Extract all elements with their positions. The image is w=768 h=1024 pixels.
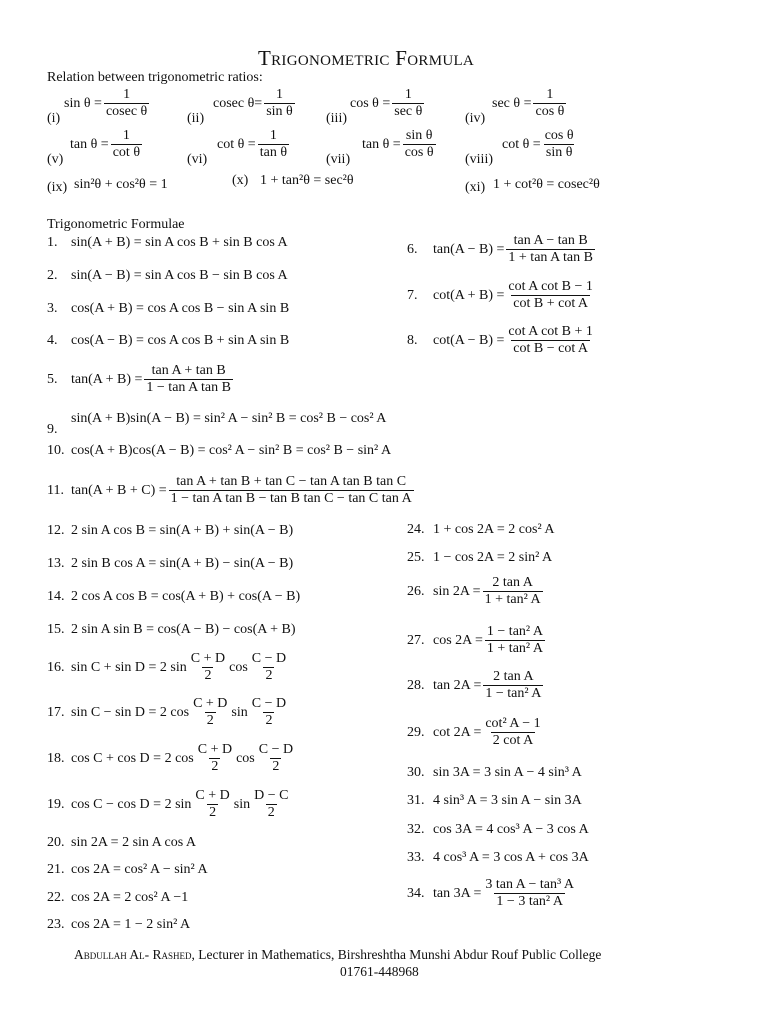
numerator: 1 — [546, 87, 554, 102]
denominator: cosec θ — [105, 104, 148, 119]
formula — [47, 524, 293, 538]
numerator: C + D — [195, 788, 230, 803]
fraction — [193, 789, 231, 820]
formula — [47, 623, 296, 637]
relation-equation — [64, 88, 151, 119]
formula-expr: 2 sin B cos A = sin(A + B) − sin(A − B) — [71, 556, 294, 571]
relation-label: (iv) — [465, 111, 486, 126]
numerator: 3 tan A − tan³ A — [485, 877, 575, 892]
formula-lhs: tan(A + B + C) = — [71, 482, 167, 498]
formula-number: 16. — [47, 659, 65, 675]
numerator: cos θ — [544, 128, 574, 143]
fraction — [506, 325, 595, 356]
numerator: cot² A − 1 — [485, 716, 541, 731]
formula-expr: cos 2A = cos² A − sin² A — [71, 862, 208, 877]
fraction — [104, 88, 149, 119]
formula-lhs: tan 2A = — [433, 677, 482, 693]
footer-author: Abdullah Al- Rashed — [74, 947, 192, 962]
formula-number: 29. — [407, 724, 425, 740]
denominator: sin θ — [266, 104, 293, 119]
relation-lhs: tan θ = — [70, 136, 109, 152]
fraction — [506, 280, 595, 311]
relation-label: (vii) — [326, 152, 351, 167]
formula-number: 28. — [407, 677, 425, 693]
formula-mid: cos — [236, 750, 255, 766]
formula-expr: 1 + cos 2A = 2 cos² A — [433, 522, 555, 537]
fraction — [250, 697, 288, 728]
formula-lhs: cos C − cos D = 2 sin — [71, 796, 192, 812]
relation-lhs: sec θ = — [492, 95, 532, 111]
formula-expr: sin(A + B) = sin A cos B + sin B cos A — [71, 235, 288, 250]
relation-equation — [492, 88, 568, 119]
formula-number: 8. — [407, 332, 418, 348]
denominator: tan θ — [259, 145, 288, 160]
numerator: cot A cot B − 1 — [508, 279, 593, 294]
formula — [47, 743, 297, 774]
fraction — [252, 789, 290, 820]
footer-credit — [74, 948, 601, 962]
relation-label: (ii) — [187, 111, 205, 126]
formula-number: 22. — [47, 890, 65, 905]
formula — [407, 234, 597, 265]
fraction — [196, 743, 234, 774]
formula-number: 12. — [47, 523, 65, 538]
formula-expr: sin(A − B) = sin A cos B − sin B cos A — [71, 268, 288, 283]
numerator: cot A cot B + 1 — [508, 324, 593, 339]
formula-number: 31. — [407, 793, 425, 808]
page-title: Trigonometric Formula — [258, 46, 475, 70]
formula — [47, 444, 391, 458]
formula — [47, 863, 208, 877]
numerator: 2 tan A — [493, 669, 534, 684]
fraction — [144, 364, 233, 395]
denominator: sec θ — [394, 104, 423, 119]
numerator: C + D — [197, 742, 233, 757]
formula-lhs: cot(A − B) = — [433, 332, 505, 348]
identity-equation: 1 + cot²θ = cosec²θ — [493, 177, 600, 192]
relation-label: (xi) — [465, 180, 486, 195]
formula-number: 9. — [47, 422, 58, 437]
formula-mid: sin — [233, 796, 251, 812]
fraction — [533, 88, 566, 119]
formula-lhs: sin C − sin D = 2 cos — [71, 704, 190, 720]
formula-lhs: cos 2A = — [433, 632, 483, 648]
formula-number: 24. — [407, 522, 425, 537]
relation-label: (x) — [232, 173, 249, 188]
identity-equation: sin²θ + cos²θ = 1 — [74, 177, 168, 192]
footer-role: , Lecturer in Mathematics, Birshreshtha Munshi Abdur Rouf Public College — [191, 947, 602, 962]
formula-lhs: tan(A + B) = — [71, 371, 143, 387]
relation-lhs: cosec θ= — [213, 95, 263, 111]
fraction — [485, 625, 545, 656]
numerator: D − C — [254, 788, 289, 803]
relation-lhs: tan θ = — [362, 136, 401, 152]
formula-number: 10. — [47, 443, 65, 458]
denominator: 1 + tan A tan B — [508, 250, 593, 265]
denominator: 2 — [272, 759, 280, 774]
formula-expr: cos(A − B) = cos A cos B + sin A sin B — [71, 333, 290, 348]
relation-equation — [502, 129, 578, 160]
fraction — [483, 878, 576, 909]
formula-lhs: sin 2A = — [433, 583, 481, 599]
formula-expr: 2 sin A cos B = sin(A + B) + sin(A − B) — [71, 523, 294, 538]
denominator: 2 — [206, 713, 214, 728]
formula-lhs: cot 2A = — [433, 724, 482, 740]
formula-number: 3. — [47, 301, 58, 316]
relation-lhs: cot θ = — [502, 136, 541, 152]
formula — [407, 523, 555, 537]
formula-lhs: sin C + sin D = 2 sin — [71, 659, 187, 675]
relation-equation — [350, 88, 426, 119]
denominator: 2 — [265, 668, 273, 683]
formula — [47, 697, 290, 728]
relation-equation — [213, 88, 297, 119]
formula — [47, 557, 293, 571]
fraction — [264, 88, 295, 119]
formula-number: 14. — [47, 589, 65, 604]
formula-number: 19. — [47, 796, 65, 812]
formula-number: 26. — [407, 583, 425, 599]
formula-lhs: tan 3A = — [433, 885, 482, 901]
denominator: 2 — [209, 805, 217, 820]
numerator: tan A + tan B + tan C − tan A tan B tan C — [176, 474, 407, 489]
denominator: 1 − tan A tan B — [146, 380, 231, 395]
formula — [47, 302, 289, 316]
formula — [407, 625, 547, 656]
formula — [407, 823, 589, 837]
formula — [47, 475, 416, 506]
numerator: tan A − tan B — [513, 233, 588, 248]
formula — [47, 269, 288, 283]
fraction — [189, 652, 227, 683]
denominator: 2 — [265, 713, 273, 728]
formula-number: 4. — [47, 333, 58, 348]
fraction — [483, 670, 543, 701]
formula — [407, 794, 582, 808]
formula-number: 7. — [407, 287, 418, 303]
formula-mid: sin — [231, 704, 248, 720]
formula — [47, 652, 290, 683]
formula-expr: cos 3A = 4 cos³ A − 3 cos A — [433, 822, 589, 837]
formula-number: 34. — [407, 885, 425, 901]
section-heading: Trigonometric Formulae — [47, 217, 185, 232]
formula-lhs: cot(A + B) = — [433, 287, 505, 303]
formula — [47, 789, 292, 820]
denominator: 1 − tan² A — [485, 686, 542, 701]
fraction — [483, 717, 542, 748]
formula-expr: sin 2A = 2 sin A cos A — [71, 835, 196, 850]
formula-number: 1. — [47, 235, 58, 250]
formula-lhs: cos C + cos D = 2 cos — [71, 750, 194, 766]
formula — [407, 766, 582, 780]
numerator: 1 — [269, 128, 277, 143]
formula-number: 13. — [47, 556, 65, 571]
formula — [407, 717, 545, 748]
fraction — [257, 743, 295, 774]
formula — [407, 878, 578, 909]
formula-number: 25. — [407, 550, 425, 565]
relation-equation — [217, 129, 291, 160]
numerator: 1 − tan² A — [486, 624, 543, 639]
formula-expr: 1 − cos 2A = 2 sin² A — [433, 550, 553, 565]
relation-equation — [70, 129, 144, 160]
formula-expr: cos 2A = 2 cos² A −1 — [71, 890, 189, 905]
formula-number: 20. — [47, 835, 65, 850]
numerator: C − D — [258, 742, 294, 757]
formula-expr: 4 sin³ A = 3 sin A − sin 3A — [433, 793, 582, 808]
fraction — [403, 129, 436, 160]
relation-lhs: cot θ = — [217, 136, 256, 152]
relation-lhs: sin θ = — [64, 95, 102, 111]
formula-number: 5. — [47, 371, 58, 387]
denominator: 2 — [211, 759, 219, 774]
relation-lhs: cos θ = — [350, 95, 391, 111]
formula-number: 6. — [407, 241, 418, 257]
denominator: cos θ — [535, 104, 565, 119]
formula-number: 27. — [407, 632, 425, 648]
fraction — [543, 129, 576, 160]
formula-number: 23. — [47, 917, 65, 932]
numerator: C − D — [251, 651, 287, 666]
denominator: cot B − cot A — [513, 341, 589, 356]
formula-number: 2. — [47, 268, 58, 283]
formula — [47, 334, 289, 348]
denominator: 2 cot A — [492, 733, 534, 748]
formula — [47, 836, 196, 850]
relation-label: (i) — [47, 111, 61, 126]
numerator: 1 — [122, 128, 130, 143]
denominator: 1 − 3 tan² A — [496, 894, 563, 909]
formula-number: 15. — [47, 622, 65, 637]
numerator: tan A + tan B — [151, 363, 226, 378]
relation-equation — [362, 129, 438, 160]
formula-expr: sin 3A = 3 sin A − 4 sin³ A — [433, 765, 582, 780]
formula — [47, 891, 188, 905]
fraction — [111, 129, 142, 160]
formula-expr: sin(A + B)sin(A − B) = sin² A − sin² B = cos² B − cos² A — [71, 411, 387, 426]
formula-expr: cos 2A = 1 − 2 sin² A — [71, 917, 191, 932]
formula — [407, 551, 552, 565]
fraction — [392, 88, 424, 119]
formula-number: 33. — [407, 850, 425, 865]
numerator: 1 — [404, 87, 412, 102]
denominator: 2 — [267, 805, 275, 820]
relation-label: (v) — [47, 152, 64, 167]
numerator: 1 — [123, 87, 131, 102]
formula — [407, 851, 589, 865]
formula-number: 18. — [47, 750, 65, 766]
denominator: 2 — [204, 668, 212, 683]
footer-phone: 01761-448968 — [340, 964, 419, 979]
formula — [47, 236, 288, 250]
denominator: cos θ — [404, 145, 434, 160]
formula-number: 11. — [47, 482, 64, 498]
numerator: sin θ — [405, 128, 433, 143]
denominator: 1 + tan² A — [484, 592, 541, 607]
fraction — [191, 697, 229, 728]
denominator: sin θ — [545, 145, 573, 160]
identity-equation: 1 + tan²θ = sec²θ — [260, 173, 354, 188]
formula-expr: cos(A + B)cos(A − B) = cos² A − sin² B = cos² B − sin² A — [71, 443, 392, 458]
denominator: cot B + cot A — [513, 296, 589, 311]
formula-expr: cos(A + B) = cos A cos B − sin A sin B — [71, 301, 290, 316]
fraction — [250, 652, 288, 683]
fraction — [258, 129, 289, 160]
formula-expr: 4 cos³ A = 3 cos A + cos 3A — [433, 850, 589, 865]
formula-mid: cos — [229, 659, 248, 675]
formula — [407, 576, 545, 607]
denominator: 1 + tan² A — [486, 641, 543, 656]
numerator: C + D — [193, 696, 228, 711]
denominator: 1 − tan A tan B − tan B tan C − tan C tan A — [170, 491, 412, 506]
numerator: C − D — [251, 696, 287, 711]
relation-label: (vi) — [187, 152, 208, 167]
formula — [407, 325, 597, 356]
fraction — [169, 475, 414, 506]
formula — [407, 280, 597, 311]
formula-number: 17. — [47, 704, 65, 720]
denominator: cot θ — [112, 145, 141, 160]
formula — [47, 918, 190, 932]
formula — [47, 590, 300, 604]
formula — [407, 670, 545, 701]
numerator: 1 — [275, 87, 283, 102]
formula-lhs: tan(A − B) = — [433, 241, 505, 257]
fraction — [506, 234, 595, 265]
formula-expr: 2 cos A cos B = cos(A + B) + cos(A − B) — [71, 589, 301, 604]
formula-number: 30. — [407, 765, 425, 780]
relation-label: (iii) — [326, 111, 347, 126]
formula-number: 32. — [407, 822, 425, 837]
relations-subtitle: Relation between trigonometric ratios: — [47, 70, 263, 85]
numerator: C + D — [190, 651, 226, 666]
formula — [47, 364, 235, 395]
formula-expr: 2 sin A sin B = cos(A − B) − cos(A + B) — [71, 622, 296, 637]
formula-number: 21. — [47, 862, 65, 877]
fraction — [483, 576, 543, 607]
numerator: 2 tan A — [492, 575, 533, 590]
relation-label: (viii) — [465, 152, 493, 167]
relation-label: (ix) — [47, 180, 68, 195]
